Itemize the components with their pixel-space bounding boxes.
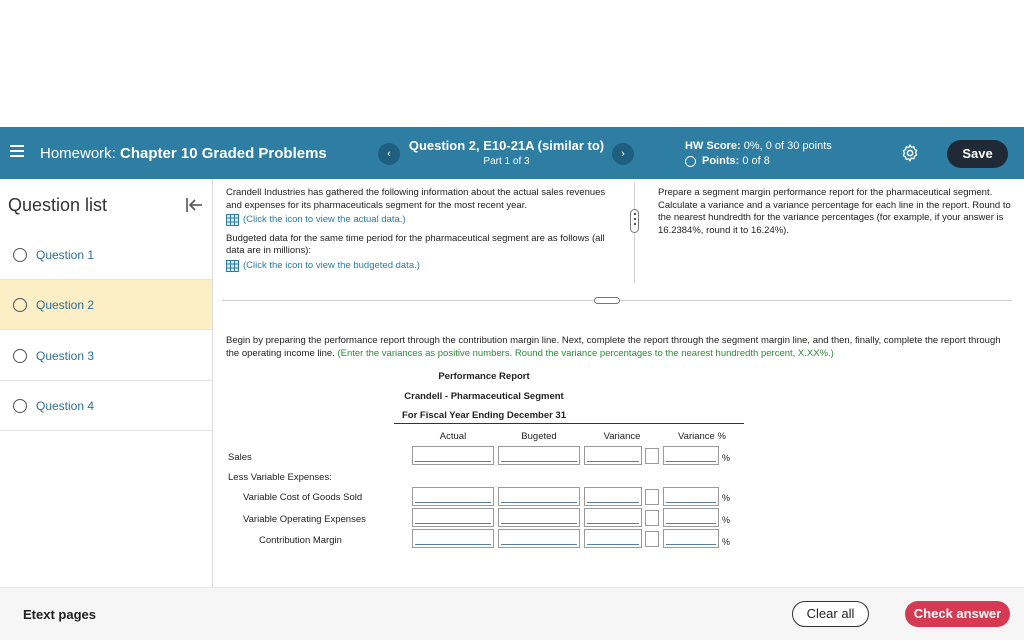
problem-task-text: Prepare a segment margin performance report for the pharmaceutical segment. Calculate a variance and a variance percentage for each line in the report. Round to the nearest hundredth for the variance percentages (for example, if your answer is 16.2384%, round it to 16.24%). — [658, 187, 1011, 236]
row-label-less-variable: Less Variable Expenses: — [228, 472, 332, 483]
question-list-item-3[interactable] — [0, 331, 212, 381]
sales-actual-input[interactable] — [412, 446, 494, 465]
question-heading — [404, 138, 609, 167]
question-list-sidebar — [0, 179, 213, 587]
footer-bar — [0, 587, 1024, 640]
percent-sign: % — [722, 515, 731, 525]
vopex-actual-input[interactable] — [412, 508, 494, 527]
row-label-variable-cogs: Variable Cost of Goods Sold — [243, 492, 363, 503]
sales-budgeted-input[interactable] — [498, 446, 580, 465]
horizontal-resize-handle[interactable] — [594, 297, 620, 304]
report-header-rule — [394, 423, 744, 424]
hw-score-label: HW Score: — [685, 140, 741, 152]
question-label: Question 4 — [36, 398, 95, 413]
clear-all-button[interactable]: Clear all — [792, 601, 869, 627]
question-list-item-1[interactable] — [0, 230, 212, 280]
cm-favorability-select[interactable] — [645, 531, 659, 547]
score-panel — [685, 140, 832, 167]
row-label-variable-opex: Variable Operating Expenses — [243, 514, 366, 525]
etext-pages-link[interactable]: Etext pages — [23, 607, 96, 622]
question-status-icon — [13, 298, 27, 312]
report-title: Performance Report — [438, 371, 530, 382]
vertical-resize-handle[interactable] — [630, 209, 639, 233]
blank-top-area — [0, 0, 1024, 127]
report-period: For Fiscal Year Ending December 31 — [401, 410, 567, 421]
question-list-item-4[interactable] — [0, 381, 212, 431]
settings-gear-icon[interactable] — [900, 143, 920, 163]
question-label: Question 2 — [36, 297, 95, 312]
question-list-item-2[interactable] — [0, 280, 212, 330]
actual-data-link[interactable] — [226, 214, 611, 227]
vcogs-budgeted-input[interactable] — [498, 487, 580, 506]
question-status-icon — [13, 248, 27, 262]
points-label: Points: — [702, 155, 740, 167]
cm-actual-input[interactable] — [412, 529, 494, 548]
cm-variance-input[interactable] — [584, 529, 642, 548]
hamburger-menu-icon[interactable] — [10, 145, 24, 157]
budgeted-data-link[interactable] — [226, 260, 611, 273]
problem-intro-text: Crandell Industries has gathered the following information about the actual sales revenues and expenses for its pharmaceuticals segment for the most recent year. — [226, 187, 606, 211]
table-grid-icon — [226, 214, 239, 226]
problem-data-panel — [226, 187, 611, 278]
row-label-sales: Sales — [228, 452, 252, 463]
vcogs-variance-pct-input[interactable] — [663, 487, 719, 506]
hw-score-value: 0%, 0 of 30 points — [743, 140, 832, 152]
table-grid-icon — [226, 260, 239, 272]
report-company: Crandell - Pharmaceutical Segment — [404, 391, 564, 402]
homework-name: Chapter 10 Graded Problems — [120, 145, 327, 162]
question-label: Question 3 — [36, 348, 95, 363]
column-header-variance: Variance — [603, 431, 641, 442]
vopex-variance-input[interactable] — [584, 508, 642, 527]
column-header-budgeted: Bugeted — [521, 431, 557, 442]
save-button[interactable]: Save — [947, 140, 1008, 168]
column-header-actual: Actual — [439, 431, 467, 442]
vopex-variance-pct-input[interactable] — [663, 508, 719, 527]
points-value: 0 of 8 — [742, 155, 770, 167]
vopex-budgeted-input[interactable] — [498, 508, 580, 527]
question-title: Question 2, E10-21A (similar to) — [408, 138, 605, 153]
top-bar — [0, 127, 1024, 179]
question-status-icon — [13, 349, 27, 363]
question-label: Question 1 — [36, 247, 95, 262]
budgeted-data-link-text: (Click the icon to view the budgeted data.) — [243, 259, 420, 271]
actual-data-link-text: (Click the icon to view the actual data.) — [243, 214, 406, 225]
column-header-variance-pct: Variance % — [678, 431, 726, 442]
percent-sign: % — [722, 537, 731, 547]
budget-intro-text: Budgeted data for the same time period for the pharmaceutical segment are as follows (all data are in millions): — [226, 232, 605, 256]
question-status-icon — [13, 399, 27, 413]
sales-variance-input[interactable] — [584, 446, 642, 465]
instructions-note: (Enter the variances as positive numbers. Round the variance percentages to the nearest hundredth percent, X.XX%.) — [337, 347, 834, 359]
row-label-contribution-margin: Contribution Margin — [259, 535, 342, 546]
sales-favorability-select[interactable] — [645, 448, 659, 464]
next-question-button[interactable]: › — [612, 143, 634, 165]
points-circle-icon — [685, 156, 696, 167]
previous-question-button[interactable]: ‹ — [378, 143, 400, 165]
cm-budgeted-input[interactable] — [498, 529, 580, 548]
homework-title — [40, 145, 327, 162]
question-list-title: Question list — [8, 195, 108, 215]
cm-variance-pct-input[interactable] — [663, 529, 719, 548]
vopex-favorability-select[interactable] — [645, 510, 659, 526]
vcogs-favorability-select[interactable] — [645, 489, 659, 505]
homework-prefix: Homework: — [40, 145, 116, 162]
collapse-sidebar-icon[interactable] — [184, 196, 204, 214]
vertical-divider — [634, 183, 635, 283]
percent-sign: % — [722, 493, 731, 503]
question-content — [214, 179, 1024, 587]
sales-variance-pct-input[interactable] — [663, 446, 719, 465]
instructions-main: Begin by preparing the performance report through the contribution margin line. Next, complete the report through the segment margin line, and then, finally, complete the report through the operating income line. — [226, 335, 1001, 359]
instructions — [226, 335, 1016, 360]
part-indicator: Part 1 of 3 — [483, 156, 530, 167]
vcogs-actual-input[interactable] — [412, 487, 494, 506]
percent-sign: % — [722, 453, 731, 463]
vcogs-variance-input[interactable] — [584, 487, 642, 506]
check-answer-button[interactable]: Check answer — [905, 601, 1010, 627]
